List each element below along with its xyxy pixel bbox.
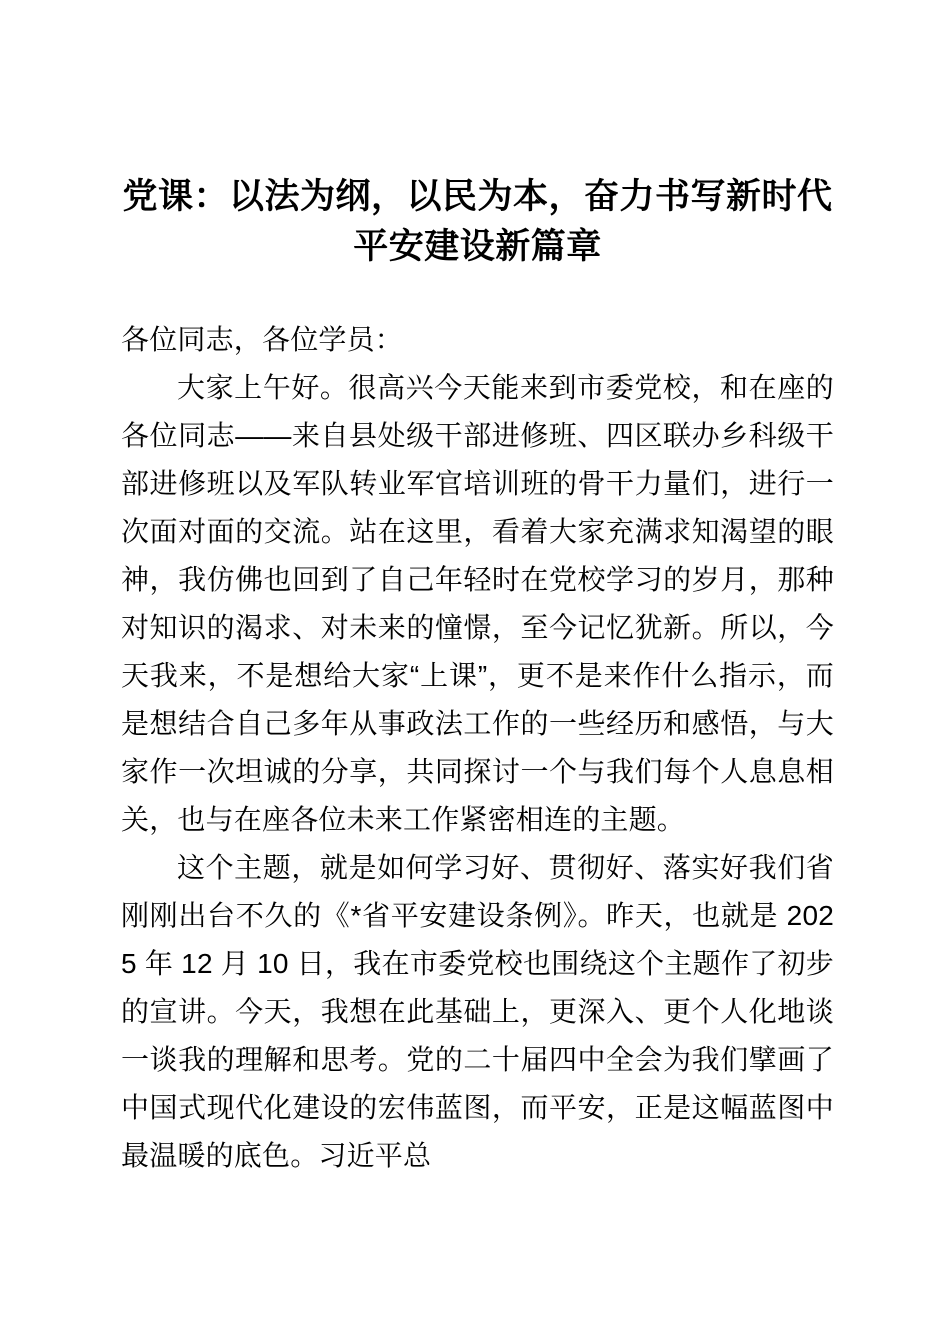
document-body — [121, 0, 834, 1180]
body-paragraph-2: 这个主题，就是如何学习好、贯彻好、落实好我们省刚刚出台不久的《*省平安建设条例》。昨天，也就是 2025 年 12 月 10 日，我在市委党校也围绕这个主题作了初步的宣讲。今天，我想在此基础上，更深入、更个人化地谈一谈我的理解和思考。党的二十届四中全会为我们擘画了中国式现代化建设的宏伟蓝图，而平安，正是这幅蓝图中最温暖的底色。习近平总 — [121, 852, 834, 1171]
body-paragraph-1: 大家上午好。很高兴今天能来到市委党校，和在座的各位同志——来自县处级干部进修班、四区联办乡科级干部进修班以及军队转业军官培训班的骨干力量们，进行一次面对面的交流。站在这里，看着大家充满求知渴望的眼神，我仿佛也回到了自己年轻时在党校学习的岁月，那种对知识的渴求、对未来的憧憬，至今记忆犹新。所以，今天我来，不是想给大家“上课”，更不是来作什么指示，而是想结合自己多年从事政法工作的一些经历和感悟，与大家作一次坦诚的分享，共同探讨一个与我们每个人息息相关，也与在座各位未来工作紧密相连的主题。 — [121, 372, 834, 835]
page-title-line-2: 平安建设新篇章 — [353, 227, 602, 266]
page-title — [121, 0, 834, 272]
page-title-line-1: 党课：以法为纲，以民为本，奋力书写新时代 — [122, 177, 833, 216]
salutation-line: 各位同志，各位学员： — [121, 324, 404, 355]
